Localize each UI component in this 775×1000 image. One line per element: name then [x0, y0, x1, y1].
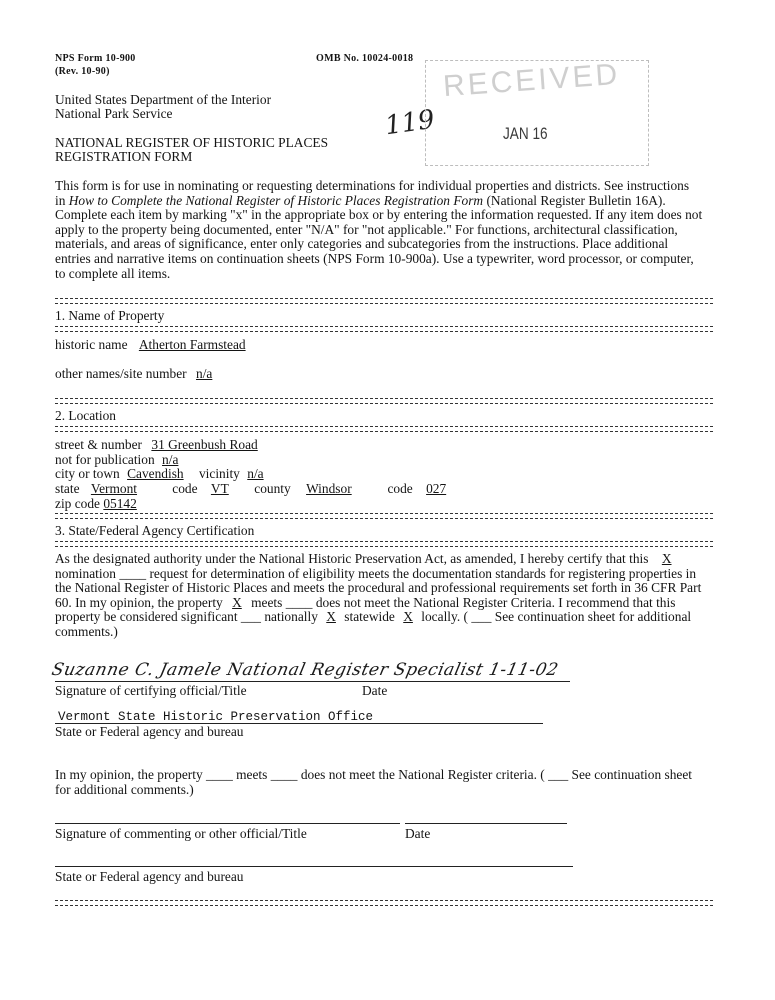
zip-label: zip code [55, 496, 100, 511]
instructions-in: in [55, 192, 69, 208]
statewide-mark[interactable]: X [326, 609, 336, 625]
other-names-value: n/a [196, 366, 213, 381]
section-divider [55, 513, 713, 519]
form-title: NATIONAL REGISTER OF HISTORIC PLACES [55, 135, 329, 150]
form-revision: (Rev. 10-90) [55, 66, 110, 77]
instructions-line-3: Complete each item by marking "x" in the appropriate box or by entering the information requested. If any item does not [55, 207, 703, 223]
bulletin-title: How to Complete the National Register of Historic Places Registration Form [68, 192, 484, 208]
zip-value: 05142 [103, 496, 137, 511]
state-code-label: code [172, 481, 198, 496]
section-divider [55, 426, 713, 432]
department-name: United States Department of the Interior [55, 92, 272, 107]
bulletin-reference: (National Register Bulletin 16A). [483, 192, 666, 208]
opinion-line-1: In my opinion, the property ____ meets ____ does not meet the National Register criteria. ( ___ See continuation sheet [55, 767, 693, 782]
agency-label: State or Federal agency and bureau [55, 724, 244, 739]
certification-paragraph [55, 552, 735, 640]
handwritten-number: 119 [383, 104, 437, 142]
cert-text-5b: statewide [344, 609, 395, 625]
vicinity-value: n/a [247, 466, 264, 481]
agency2-line[interactable] [55, 866, 573, 867]
locally-mark[interactable]: X [403, 609, 413, 625]
instructions-line-4: apply to the property being documented, enter "N/A" for "not applicable." For functions, architectural classification, [55, 221, 678, 237]
section-divider [55, 541, 713, 547]
signature-date-label: Date [362, 683, 388, 698]
cert-line-4 [55, 596, 735, 611]
not-for-publication-field[interactable] [55, 452, 178, 467]
instructions-line-5: materials, and areas of significance, enter only categories and subcategories from the instructions. Place additional [55, 236, 669, 252]
commenting-signature-line[interactable] [55, 823, 400, 824]
omb-number: OMB No. 10024-0018 [316, 53, 414, 64]
historic-name-label: historic name [55, 337, 128, 352]
section-divider [55, 326, 713, 332]
signature-label: Signature of certifying official/Title [55, 683, 247, 698]
nomination-mark[interactable]: X [661, 551, 672, 566]
street-value: 31 Greenbush Road [151, 437, 258, 452]
received-stamp [425, 57, 655, 172]
state-code-value[interactable]: VT [210, 481, 229, 496]
nfp-value: n/a [162, 452, 179, 467]
cert-line-3: the National Register of Historic Places and meets the procedural and professional requirements set forth in 36 CFR Part [55, 580, 702, 596]
stamp-date: JAN 16 [503, 124, 548, 143]
commenting-signature-label: Signature of commenting or other official/Title [55, 826, 307, 841]
instructions-line-1: This form is for use in nominating or requesting determinations for individual properties and districts. See instructions [55, 178, 690, 193]
nfp-label: not for publication [55, 452, 155, 467]
section-1-heading: 1. Name of Property [55, 308, 165, 323]
county-label: county [254, 481, 291, 496]
city-value: Cavendish [127, 466, 184, 481]
zip-field[interactable] [55, 496, 137, 511]
commenting-date-label: Date [405, 826, 431, 841]
instructions-line-6: entries and narrative items on continuation sheets (NPS Form 10-900a). Use a typewriter, word processor, or computer, [55, 250, 694, 266]
county-code-label: code [387, 481, 413, 496]
city-field[interactable] [55, 466, 264, 481]
opinion-line-2: for additional comments.) [55, 781, 194, 797]
cert-text-4a: 60. In my opinion, the property [55, 594, 223, 610]
county-code-value[interactable]: 027 [426, 481, 447, 496]
signature-line [55, 681, 570, 682]
form-number: NPS Form 10-900 [55, 53, 136, 64]
cert-line-6: comments.) [55, 623, 118, 639]
meets-mark[interactable]: X [232, 594, 242, 610]
handwritten-signature: Suzanne C. Jamele National Register Specialist 1-11-02 [49, 660, 561, 680]
other-names-field[interactable] [55, 366, 212, 381]
section-3-heading: 3. State/Federal Agency Certification [55, 523, 255, 538]
state-label: state [55, 481, 80, 496]
commenting-date-line[interactable] [405, 823, 567, 824]
street-label: street & number [55, 437, 143, 452]
other-names-label: other names/site number [55, 366, 187, 381]
commenting-opinion [55, 768, 735, 797]
cert-line-2: nomination ____ request for determination of eligibility meets the documentation standards for registering properties in [55, 565, 697, 581]
form-subtitle: REGISTRATION FORM [55, 149, 193, 164]
county-value[interactable]: Windsor [306, 481, 352, 496]
state-county-row [55, 481, 446, 496]
agency-name: National Park Service [55, 106, 173, 121]
cert-text-1: As the designated authority under the National Historic Preservation Act, as amended, I hereby certify that this [55, 551, 649, 566]
historic-name-field[interactable] [55, 337, 246, 352]
city-label: city or town [55, 466, 120, 481]
vicinity-label: vicinity [198, 466, 240, 481]
instructions-paragraph [55, 179, 735, 281]
cert-line-5 [55, 610, 735, 625]
agency2-label: State or Federal agency and bureau [55, 869, 244, 884]
cert-text-5c: locally. ( ___ See continuation sheet for additional [421, 609, 692, 625]
cert-line-1 [55, 552, 735, 567]
street-field[interactable] [55, 437, 258, 452]
state-value[interactable]: Vermont [90, 481, 138, 496]
stamp-word: RECEIVED [442, 57, 622, 104]
instructions-line-2 [55, 194, 735, 209]
section-2-heading: 2. Location [55, 408, 116, 423]
instructions-line-7: to complete all items. [55, 265, 171, 281]
section-divider [55, 398, 713, 404]
cert-text-5a: property be considered significant ___ nationally [55, 609, 318, 625]
cert-text-4b: meets ____ does not meet the National Register Criteria. I recommend that this [251, 594, 676, 610]
historic-name-value: Atherton Farmstead [138, 337, 246, 352]
section-divider [55, 298, 713, 304]
agency-value[interactable]: Vermont State Historic Preservation Office [58, 710, 374, 724]
section-divider [55, 900, 713, 906]
